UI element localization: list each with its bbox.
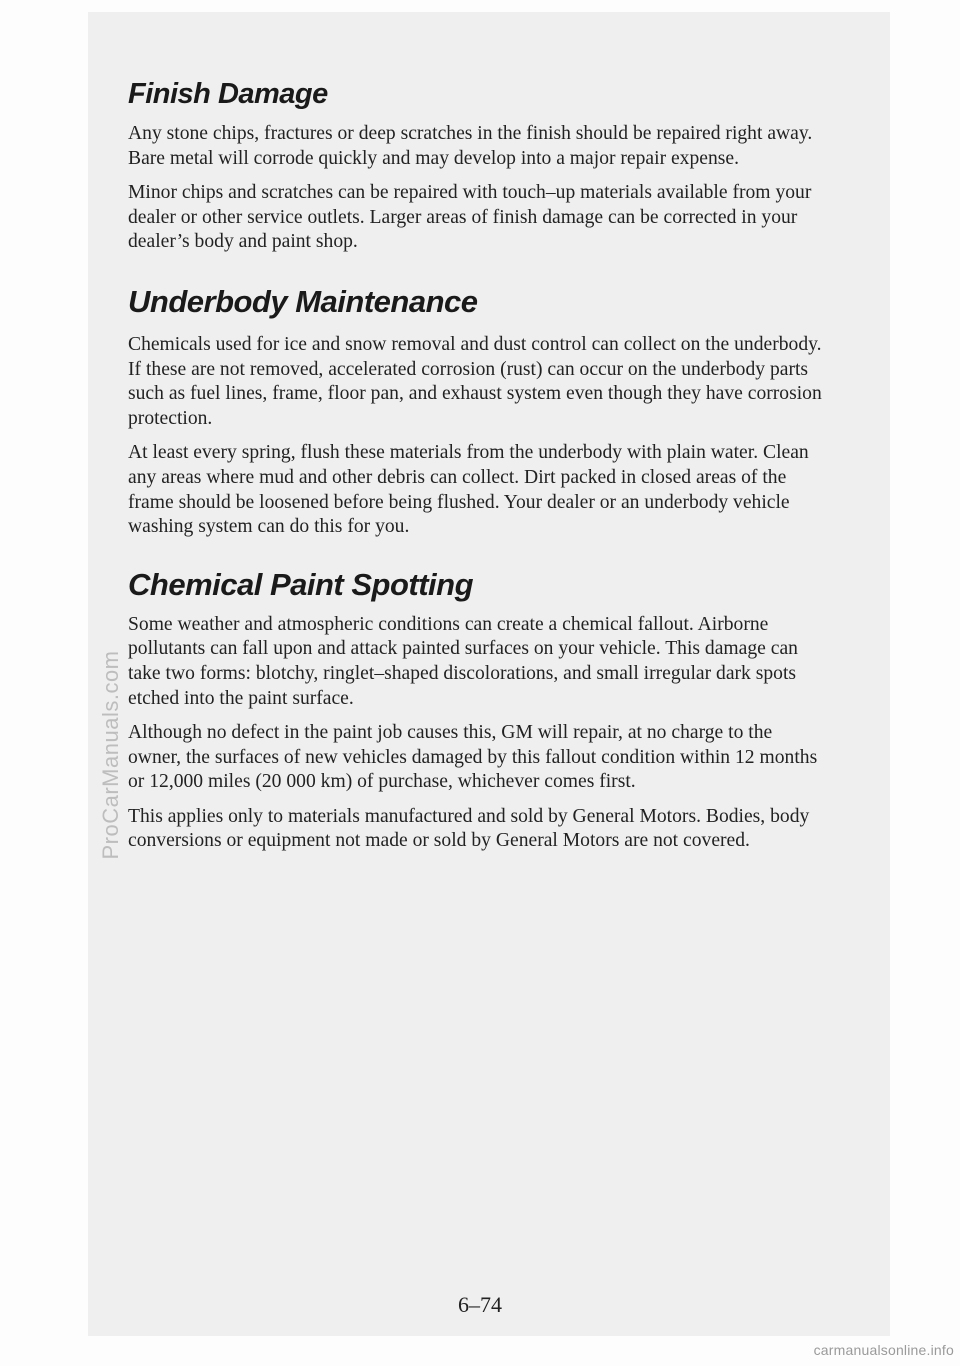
side-watermark: ProCarManuals.com bbox=[98, 650, 123, 860]
bottom-watermark: carmanualsonline.info bbox=[813, 1342, 954, 1358]
heading-finish-damage: Finish Damage bbox=[128, 78, 328, 110]
heading-underbody-maintenance: Underbody Maintenance bbox=[128, 283, 478, 319]
paragraph: At least every spring, flush these materials from the underbody with plain water. Clean any areas where mud and other debris can collect. Dirt packed in closed areas of the frame should be loosened before being flushed. Your dealer or an underbody vehicle washing system can do this for you. bbox=[128, 442, 809, 538]
paragraph: This applies only to materials manufactured and sold by General Motors. Bodies, body conversions or equipment not made or sold by General Motors are not covered. bbox=[128, 805, 810, 852]
paragraph: Although no defect in the paint job causes this, GM will repair, at no charge to the owner, the surfaces of new vehicles damaged by this fallout condition within 12 months or 12,000 miles (20 000 km) of purchase, whichever comes first. bbox=[128, 722, 818, 793]
paragraph: Some weather and atmospheric conditions can create a chemical fallout. Airborne pollutants can fall upon and attack painted surfaces on your vehicle. This damage can take two forms: blotchy, ringlet–shaped discolorations, and small irregular dark spots etched into the paint surface. bbox=[128, 613, 798, 709]
section-underbody-maintenance bbox=[128, 279, 828, 540]
paragraph: Chemicals used for ice and snow removal and dust control can collect on the underbody. If these are not removed, accelerated corrosion (rust) can occur on the underbody parts such as fuel lines, frame, floor pan, and exhaust system even though they have corrosion protection. bbox=[128, 333, 822, 429]
page-number: 6–74 bbox=[458, 1292, 502, 1317]
section-finish-damage bbox=[128, 72, 828, 255]
heading-chemical-paint-spotting: Chemical Paint Spotting bbox=[128, 566, 474, 602]
paragraph: Minor chips and scratches can be repaired with touch–up materials available from your dealer or other service outlets. Larger areas of finish damage can be corrected in your dealer’s body and paint shop. bbox=[128, 182, 812, 253]
page-content bbox=[128, 72, 828, 864]
paragraph: Any stone chips, fractures or deep scratches in the finish should be repaired right away. Bare metal will corrode quickly and may develop into a major repair expense. bbox=[128, 123, 813, 169]
section-chemical-paint-spotting bbox=[128, 562, 828, 854]
